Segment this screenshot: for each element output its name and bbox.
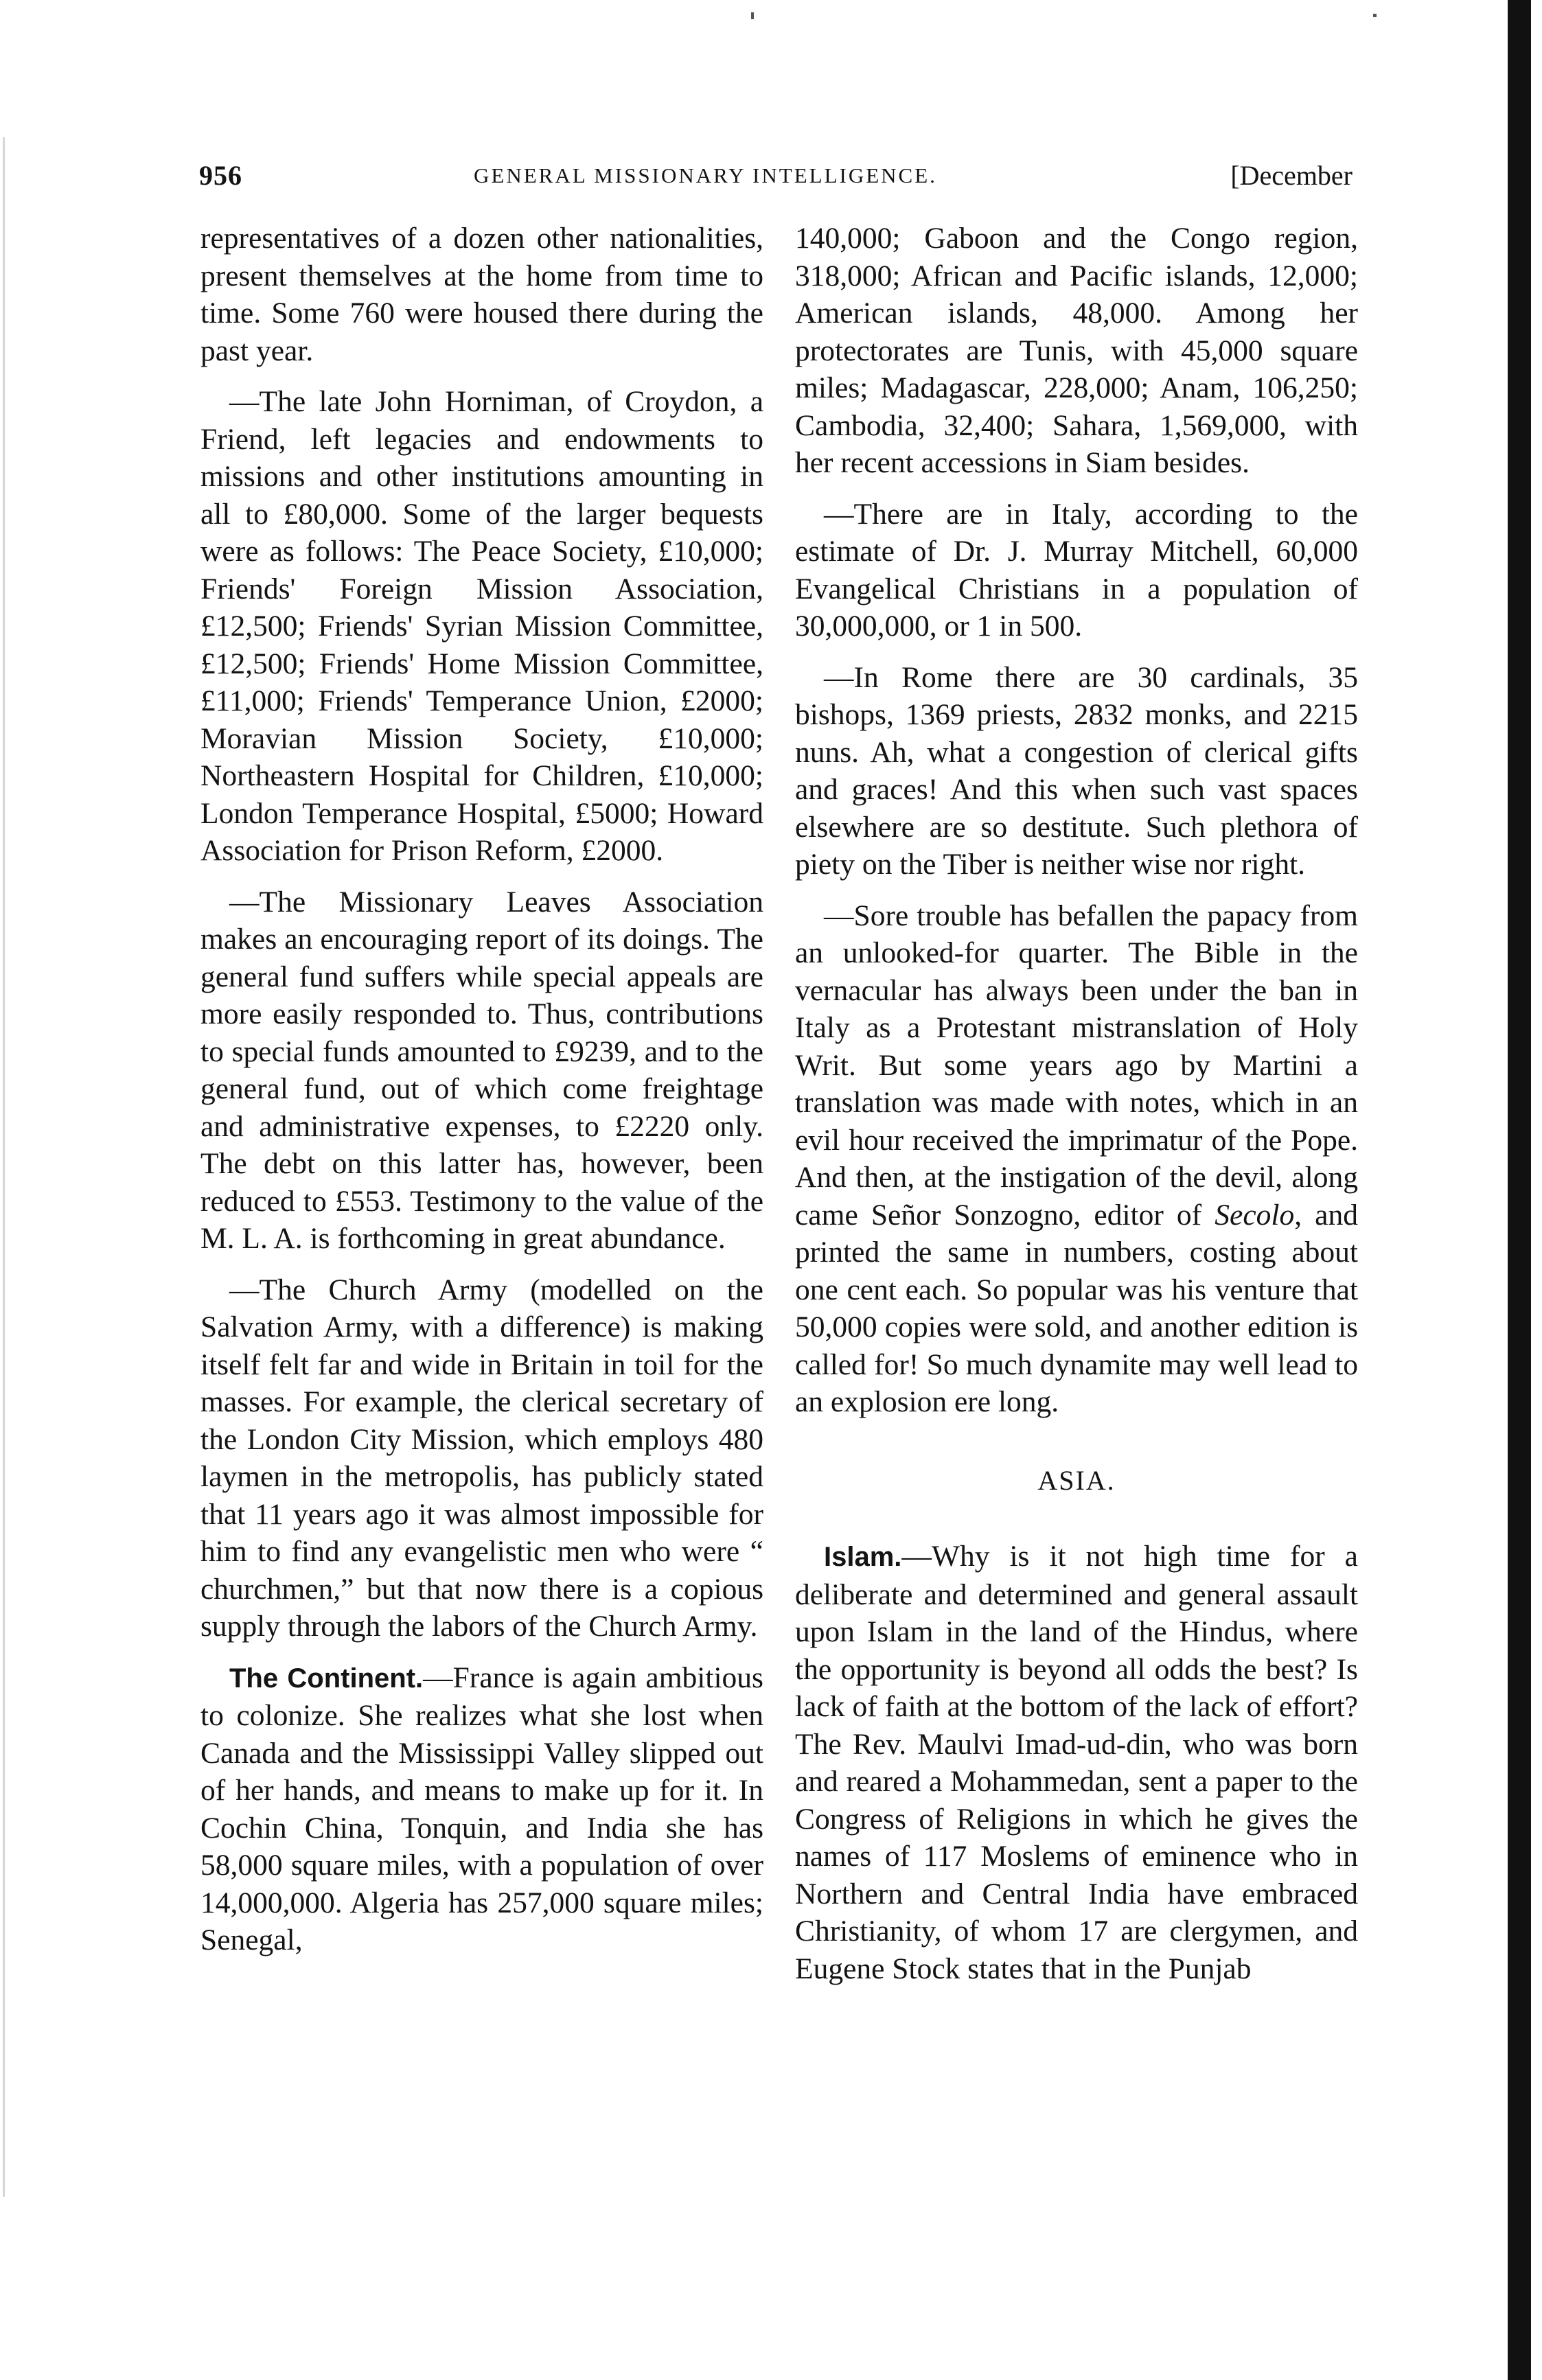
paragraph: representatives of a dozen other nationalities, present themselves at the home from time to time. Some 760 were housed there during the past year.: [200, 222, 763, 367]
running-date: [December: [1230, 160, 1353, 191]
page-number: 956: [199, 160, 242, 191]
paragraph: —The Church Army (modelled on the Salvation Army, with a difference) is making itself felt far and wide in Britain in toil for the masses. For example, the clerical secretary of the London City Mission, which employs 480 laymen in the metropolis, has publicly stated that 11 years ago it was almost impossible for him to find any evangelistic men who were “ churchmen,” but that now there is a copious supply through the labors of the Church Army.: [200, 1273, 763, 1643]
scan-speck: [751, 12, 754, 19]
section-heading: ASIA.: [1037, 1464, 1116, 1496]
paragraph-text: —Sore trouble has befallen the papacy from an unlooked-for quarter. The Bible in the vernacular has always been under the ban in Italy as a Protestant mistranslation of Holy Writ. But some years ago by Martini a translation was made with notes, which in an evil hour received the imprimatur of the Pope. And then, at the instigation of the devil, along came Señor Sonzogno, editor of: [795, 899, 1358, 1232]
running-title: GENERAL MISSIONARY INTELLIGENCE.: [474, 163, 937, 187]
paragraph: —The Missionary Leaves Association makes an encouraging report of its doings. The general fund suffers while special appeals are more easily responded to. Thus, contributions to special funds amounted to £9239, and to the general fund, out of which come freightage and administrative expenses, to £2220 only. The debt on this latter has, however, been reduced to £553. Testimony to the value of the M. L. A. is forthcoming in great abundance.: [200, 885, 763, 1255]
scan-speck: [1373, 14, 1377, 17]
paragraph: [200, 1659, 763, 1959]
paragraph: [795, 1538, 1358, 1987]
run-in-heading: Islam.: [824, 1542, 902, 1572]
paragraph-text: —France is again ambitious to colonize. She realizes what she lost when Canada and the Mississippi Valley slipped out of her hands, and means to make up for it. In Cochin China, Tonquin, and India she has 58,000 square miles, with a population of over 14,000,000. Algeria has 257,000 square miles; Senegal,: [200, 1661, 763, 1956]
paragraph: —In Rome there are 30 cardinals, 35 bishops, 1369 priests, 2832 monks, and 2215 nuns. Ah, what a congestion of clerical gifts and graces! And this when such vast spaces elsewhere are so destitute. Such plethora of piety on the Tiber is neither wise nor right.: [795, 660, 1358, 881]
paragraph: —The late John Horniman, of Croydon, a Friend, left legacies and endowments to missions and other institutions amounting in all to £80,000. Some of the larger bequests were as follows: The Peace Society, £10,000; Friends' Foreign Mission Association, £12,500; Friends' Syrian Mission Committee, £12,500; Friends' Home Mission Committee, £11,000; Friends' Temperance Union, £2000; Moravian Mission Society, £10,000; Northeastern Hospital for Children, £10,000; London Temperance Hospital, £5000; Howard Association for Prison Reform, £2000.: [200, 385, 763, 867]
paragraph: [795, 897, 1358, 1421]
right-column: [795, 220, 1358, 2001]
left-column: [200, 220, 763, 1973]
scan-edge-left: [3, 137, 5, 2197]
run-in-heading: The Continent.: [229, 1663, 424, 1694]
paragraph: —There are in Italy, according to the estimate of Dr. J. Murray Mitchell, 60,000 Evangelical Christians in a population of 30,000,000, or 1 in 500.: [795, 497, 1358, 643]
paragraph-text: —Why is it not high time for a deliberate and determined and general assault upon Islam in the land of the Hindus, where the opportunity is beyond all odds the best? Is lack of faith at the bottom of the lack of effort? The Rev. Maulvi Imad-ud-din, who was born and reared a Mohammedan, sent a paper to the Congress of Religions in which he gives the names of 117 Moslems of eminence who in Northern and Central India have embraced Christianity, of whom 17 are clergymen, and Eugene Stock states that in the Punjab: [795, 1540, 1358, 1985]
italic-title: Secolo: [1215, 1198, 1295, 1232]
scan-edge: [1508, 0, 1531, 2380]
paragraph-text: , and printed the same in numbers, costing about one cent each. So popular was his venture that 50,000 copies were sold, and another edition is called for! So much dynamite may well lead to an explosion ere long.: [795, 1198, 1358, 1418]
running-header: [199, 159, 1353, 200]
paragraph: 140,000; Gaboon and the Congo region, 318,000; African and Pacific islands, 12,000; American islands, 48,000. Among her protectorates are Tunis, with 45,000 square miles; Madagascar, 228,000; Anam, 106,250; Cambodia, 32,400; Sahara, 1,569,000, with her recent accessions in Siam besides.: [795, 222, 1358, 479]
